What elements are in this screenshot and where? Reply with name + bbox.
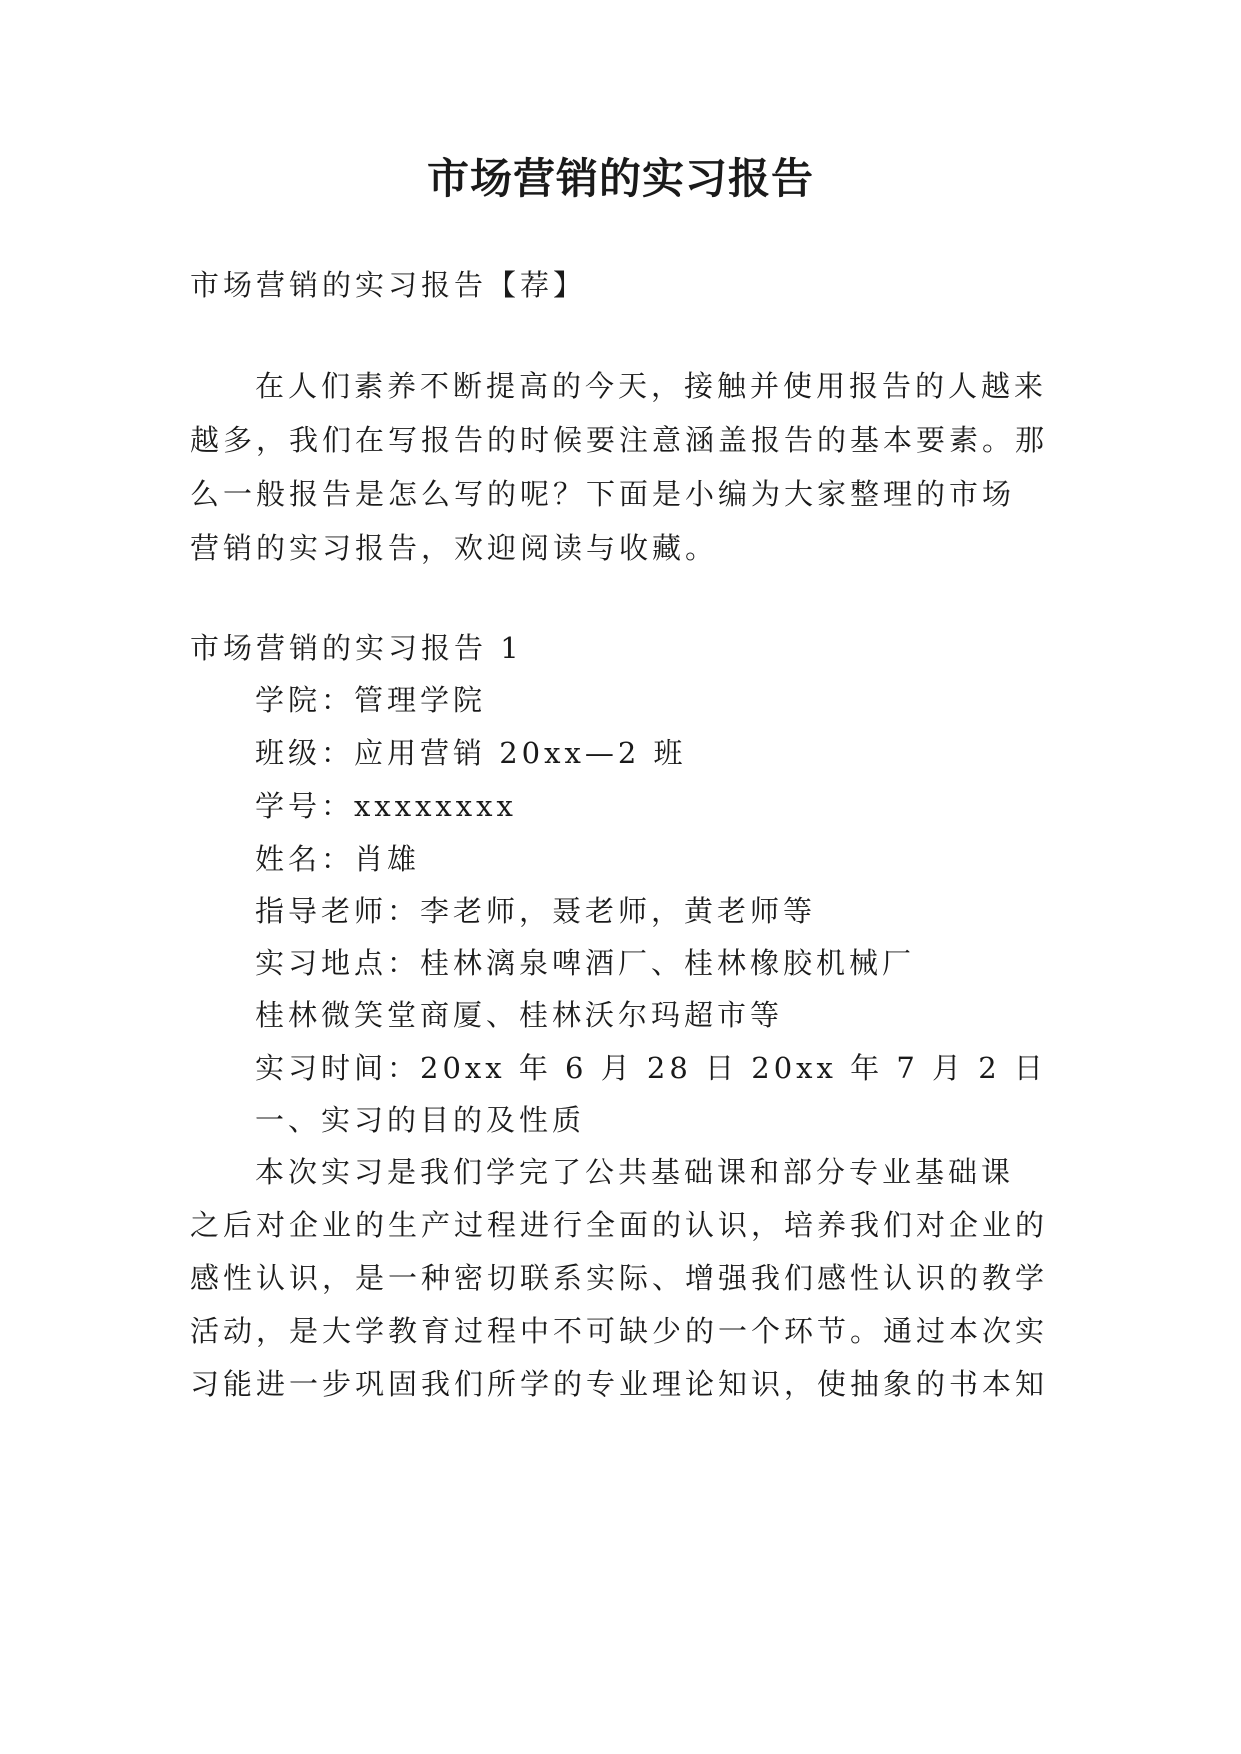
body-line: 活动，是大学教育过程中不可缺少的一个环节。通过本次实 xyxy=(190,1314,1049,1348)
body-line: 感性认识，是一种密切联系实际、增强我们感性认识的教学 xyxy=(190,1261,1049,1295)
info-locations: 实习地点：桂林漓泉啤酒厂、桂林橡胶机械厂 xyxy=(255,946,916,980)
info-class: 班级：应用营销 20xx—2 班 xyxy=(255,736,687,770)
info-name: 姓名：肖雄 xyxy=(255,842,421,876)
section-title: 市场营销的实习报告 1 xyxy=(190,631,523,665)
document-subtitle: 市场营销的实习报告【荐】 xyxy=(190,268,587,302)
document-title: 市场营销的实习报告 xyxy=(426,154,814,203)
body-line: 习能进一步巩固我们所学的专业理论知识，使抽象的书本知 xyxy=(190,1367,1049,1401)
body-line: 之后对企业的生产过程进行全面的认识，培养我们对企业的 xyxy=(190,1208,1049,1242)
intro-line: 在人们素养不断提高的今天，接触并使用报告的人越来 xyxy=(255,369,1048,403)
intro-line: 么一般报告是怎么写的呢？下面是小编为大家整理的市场 xyxy=(190,477,1016,511)
info-advisors: 指导老师：李老师，聂老师，黄老师等 xyxy=(255,894,817,928)
info-student-id: 学号：xxxxxxxx xyxy=(255,789,517,823)
section-heading: 一、实习的目的及性质 xyxy=(255,1103,586,1137)
info-time: 实习时间：20xx 年 6 月 28 日 20xx 年 7 月 2 日 xyxy=(255,1051,1047,1085)
info-locations: 桂林微笑堂商厦、桂林沃尔玛超市等 xyxy=(255,998,784,1032)
intro-line: 营销的实习报告，欢迎阅读与收藏。 xyxy=(190,531,719,565)
info-college: 学院：管理学院 xyxy=(255,683,487,717)
body-line: 本次实习是我们学完了公共基础课和部分专业基础课 xyxy=(255,1155,1015,1189)
intro-line: 越多，我们在写报告的时候要注意涵盖报告的基本要素。那 xyxy=(190,423,1049,457)
